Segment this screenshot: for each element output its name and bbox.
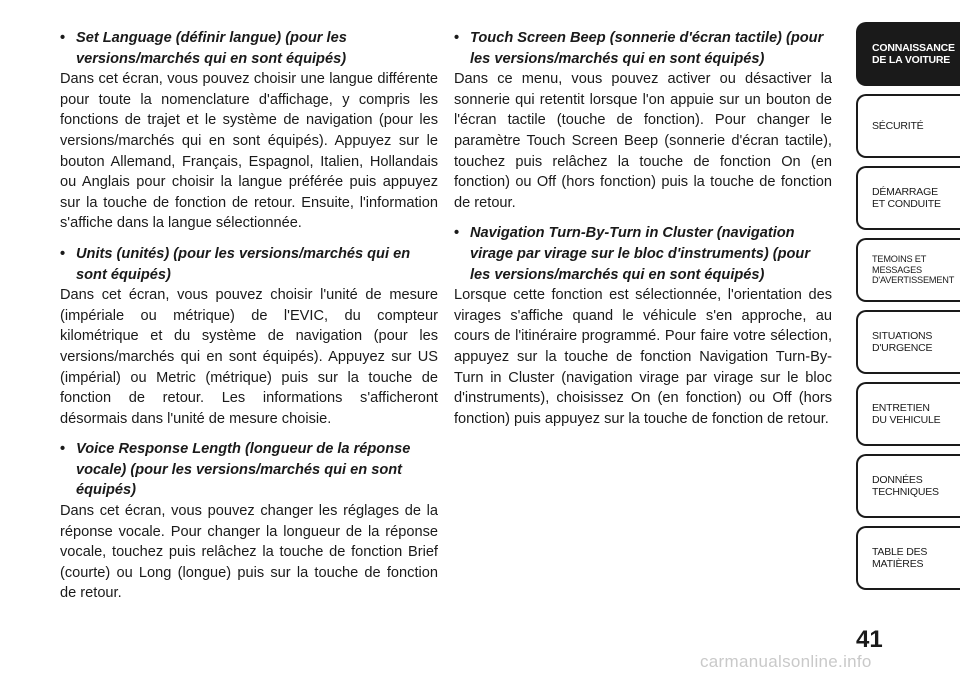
tab-table-des-matieres[interactable]	[856, 526, 960, 590]
section-body: Lorsque cette fonction est sélectionnée, l'orientation des virages s'affiche quand le véhicule s'en approche, au cours de l'itinéraire programmé. Pour faire votre sélection, appuyez sur la touche de fonction Navigation Turn-By-Turn in Cluster (navigation virage par virage sur le bloc d'instruments), choisissez On (en fonction) ou Off (hors fonction) puis appuyez sur la touche de fonction de retour.	[454, 287, 832, 427]
tab-label: ENTRETIEN DU VEHICULE	[872, 402, 941, 426]
section-heading: • Voice Response Length (longueur de la réponse vocale) (pour les versions/marchés qui en sont équipés)	[60, 441, 411, 499]
section-heading: • Navigation Turn-By-Turn in Cluster (navigation virage par virage sur le bloc d'instruments) (pour les versions/marchés qui en sont équipés)	[454, 225, 811, 283]
section-heading: • Touch Screen Beep (sonnerie d'écran tactile) (pour les versions/marchés qui en sont équipés)	[454, 30, 824, 67]
tab-label: SÉCURITÉ	[872, 120, 924, 132]
tab-temoins-et-messages[interactable]	[856, 238, 960, 302]
tab-entretien-du-vehicule[interactable]	[856, 382, 960, 446]
section-body: Dans ce menu, vous pouvez activer ou désactiver la sonnerie qui retentit lorsque l'on appuie sur un bouton de l'écran tactile (touche de fonction). Pour changer le paramètre Touch Screen Beep (sonnerie d'écran tactile), touchez puis relâchez la touche de fonction On (en fonction) ou Off (hors fonction) puis la touche de fonction de retour.	[454, 71, 832, 211]
left-column	[60, 28, 438, 614]
section-heading: • Set Language (définir langue) (pour les versions/marchés qui en sont équipés)	[60, 30, 347, 67]
page-number: 41	[856, 626, 883, 653]
tab-label: SITUATIONS D'URGENCE	[872, 330, 933, 354]
tab-label: TEMOINS ET MESSAGES D'AVERTISSEMENT	[872, 254, 955, 286]
tab-securite[interactable]	[856, 94, 960, 158]
chapter-sidebar	[856, 22, 960, 598]
tab-demarrage-et-conduite[interactable]	[856, 166, 960, 230]
section-body: Dans cet écran, vous pouvez choisir l'unité de mesure (impériale ou métrique) de l'EVIC, du compteur kilométrique et du système de navigation (pour les versions/marchés qui en sont équipés). Appuyez sur US (impérial) ou Metric (métrique) puis sur la touche de fonction de retour. Les informations s'afficheront désormais dans l'unité de mesure choisie.	[60, 287, 438, 427]
tab-label: TABLE DES MATIÈRES	[872, 546, 928, 570]
tab-situations-d-urgence[interactable]	[856, 310, 960, 374]
tab-label: DONNÉES TECHNIQUES	[872, 474, 939, 498]
tab-connaissance-de-la-voiture[interactable]	[856, 22, 960, 86]
section-body: Dans cet écran, vous pouvez choisir une langue différente pour toute la nomenclature d'affichage, y compris les fonctions de trajet et le système de navigation (pour les versions/marchés qui en sont équipés). Appuyez sur le bouton Allemand, Français, Espagnol, Italien, Hollandais ou Anglais pour choisir la langue préférée puis appuyez sur la touche de fonction de retour. Ensuite, l'information s'affiche dans la langue sélectionnée.	[60, 71, 438, 232]
tab-donnees-techniques[interactable]	[856, 454, 960, 518]
tab-label: DÉMARRAGE ET CONDUITE	[872, 186, 941, 210]
right-column	[454, 28, 832, 439]
watermark: carmanualsonline.info	[700, 652, 872, 671]
section-body: Dans cet écran, vous pouvez changer les réglages de la réponse vocale. Pour changer la longueur de la réponse vocale, touchez puis relâchez la touche de fonction Brief (courte) ou Long (longue) puis sur la touche de fonction de retour.	[60, 503, 438, 602]
tab-label: CONNAISSANCE DE LA VOITURE	[872, 42, 955, 66]
section-heading: • Units (unités) (pour les versions/marchés qui en sont équipés)	[60, 245, 411, 283]
